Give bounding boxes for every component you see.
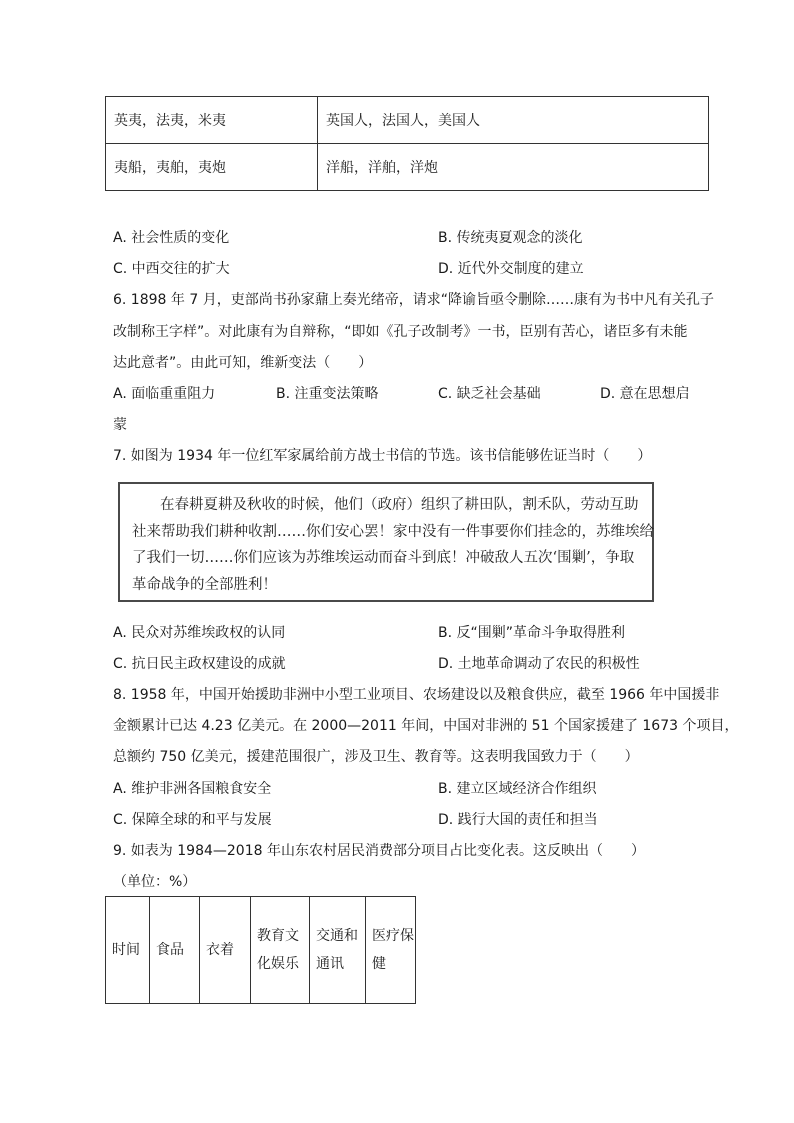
header-cell: 食品 [150,897,200,1004]
table-cell: 洋船，洋舶，洋炮 [318,144,709,191]
q8-option-c: C. 保障全球的和平与发展 [113,812,272,828]
q7-option-a: A. 民众对苏维埃政权的认同 [113,625,286,641]
consumption-table [105,896,416,1004]
q6-option-c: C. 缺乏社会基础 [438,386,541,402]
q6-option-d: D. 意在思想启 [600,386,690,402]
q6-option-b: B. 注重变法策略 [276,386,379,402]
q8-option-a: A. 维护非洲各国粮食安全 [113,781,272,797]
letter-line: 社来帮助我们耕种收割……你们安心罢！家中没有一件事要你们挂念的，苏维埃给 [132,523,654,540]
letter-line: 了我们一切……你们应该为苏维埃运动而奋斗到底！冲破敌人五次‘围剿’，争取 [132,550,635,566]
q8-stem-line3: 总额约 750 亿美元，援建范围很广，涉及卫生、教育等。这表明我国致力于（ ） [113,749,639,765]
table-row [106,97,709,144]
q6-option-a: A. 面临重重阻力 [113,386,216,402]
q6-stem-line3: 达此意者”。由此可知，维新变法（ ） [113,355,373,371]
table-row [106,144,709,191]
letter-line: 革命战争的全部胜利！ [132,576,277,593]
table-header-row [106,897,416,1004]
comparison-table [105,96,709,191]
q8-stem-line1: 8. 1958 年，中国开始援助非洲中小型工业项目、农场建设以及粮食供应，截至 1966 年中国援非 [113,687,720,703]
q5-option-d: D. 近代外交制度的建立 [438,261,584,277]
header-cell: 教育文化娱乐 [251,897,310,1004]
q5-option-b: B. 传统夷夏观念的淡化 [438,230,583,246]
letter-excerpt-box [118,482,654,602]
q8-stem-line2: 金额累计已达 4.23 亿美元。在 2000—2011 年间，中国对非洲的 51 个国家援建了 1673 个项目， [113,718,739,734]
q9-unit: （单位：%） [113,874,197,890]
letter-line: 在春耕夏耕及秋收的时候，他们（政府）组织了耕田队，割禾队，劳动互助 [160,497,639,513]
q6-option-d-wrap: 蒙 [113,417,127,433]
q8-option-b: B. 建立区域经济合作组织 [438,781,597,797]
table-cell: 夷船，夷舶，夷炮 [106,144,318,191]
table-cell: 英国人，法国人，美国人 [318,97,709,144]
q6-stem-line2: 改制称王字样”。对此康有为自辩称，“即如《孔子改制考》一书，臣别有苦心，诸臣多有未能 [113,324,688,340]
header-cell: 衣着 [200,897,251,1004]
q7-option-b: B. 反“围剿”革命斗争取得胜利 [438,625,626,641]
header-cell: 时间 [106,897,150,1004]
q5-option-c: C. 中西交往的扩大 [113,261,230,277]
q8-option-d: D. 践行大国的责任和担当 [438,812,598,828]
q7-option-d: D. 土地革命调动了农民的积极性 [438,656,640,672]
q7-stem: 7. 如图为 1934 年一位红军家属给前方战士书信的节选。该书信能够佐证当时（ ） [113,448,652,464]
header-cell: 医疗保健 [366,897,416,1004]
q5-option-a: A. 社会性质的变化 [113,230,230,246]
q9-stem: 9. 如表为 1984—2018 年山东农村居民消费部分项目占比变化表。这反映出（ ） [113,843,645,859]
q7-option-c: C. 抗日民主政权建设的成就 [113,656,286,672]
header-cell: 交通和通讯 [310,897,366,1004]
table-cell: 英夷，法夷，米夷 [106,97,318,144]
q6-stem-line1: 6. 1898 年 7 月，吏部尚书孙家鼐上奏光绪帝，请求“降谕旨亟令删除……康有为书中凡有关孔子 [113,292,714,308]
